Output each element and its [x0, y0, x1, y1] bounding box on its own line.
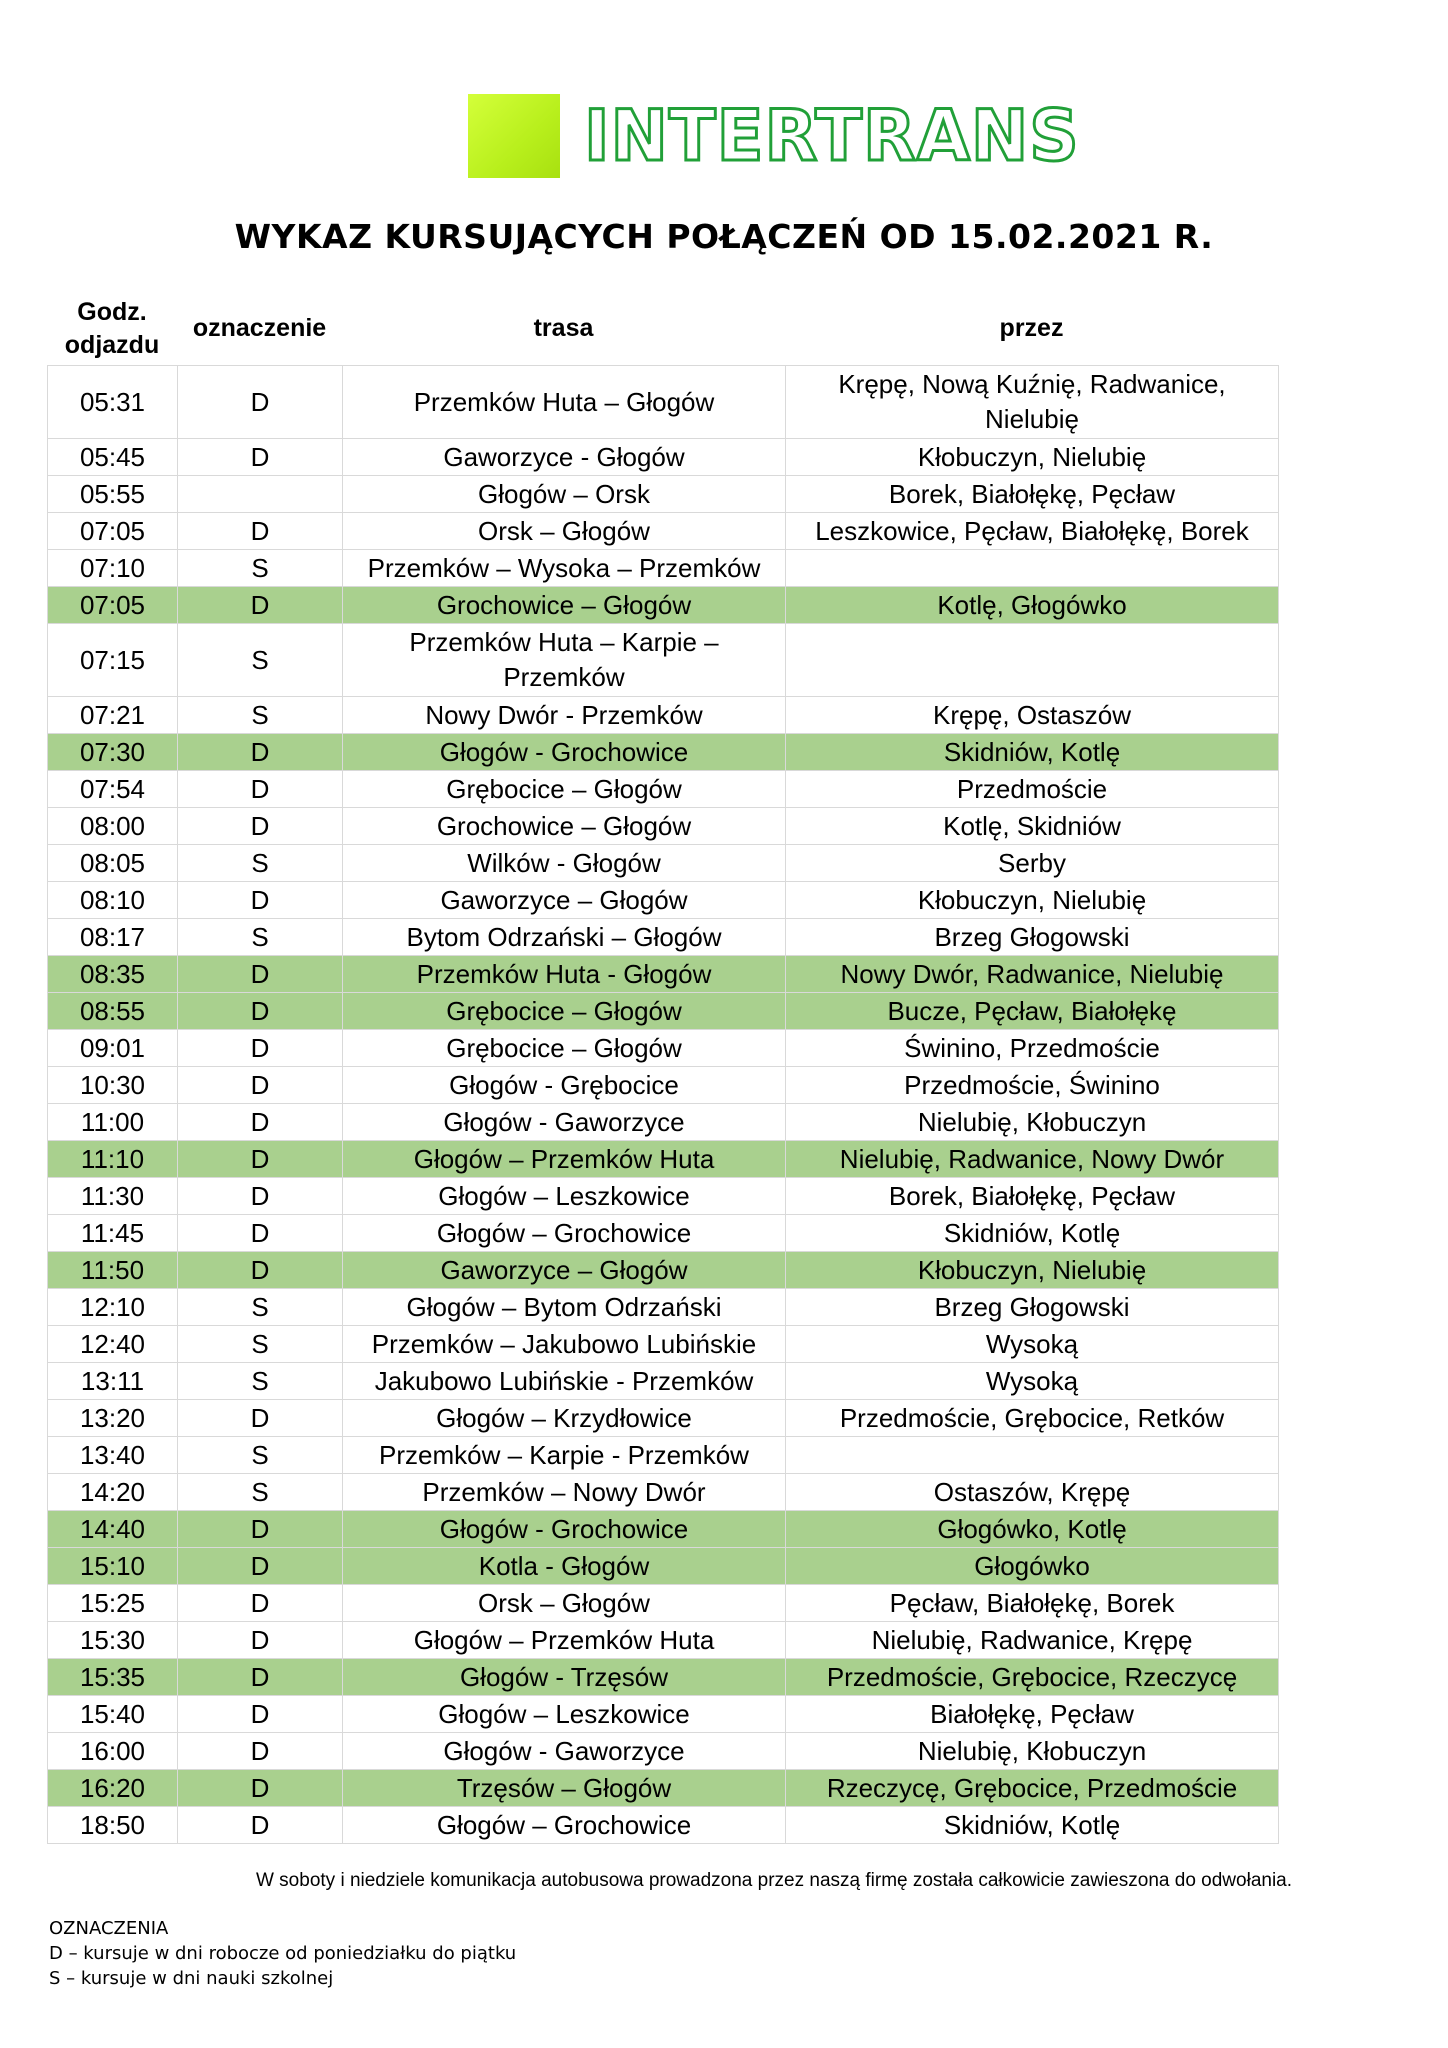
cell-code: D	[178, 1030, 343, 1067]
cell-route: Przemków Huta – Karpie – Przemków	[343, 624, 786, 697]
cell-via: Głogówko, Kotlę	[786, 1511, 1279, 1548]
cell-code: S	[178, 919, 343, 956]
table-row	[48, 993, 1279, 1030]
logo-green-square	[468, 94, 560, 178]
cell-time: 15:40	[48, 1696, 178, 1733]
cell-via: Kłobuczyn, Nielubię	[786, 439, 1279, 476]
cell-code: D	[178, 1622, 343, 1659]
cell-via: Bucze, Pęcław, Białołękę	[786, 993, 1279, 1030]
weekend-note: W soboty i niedziele komunikacja autobusowa prowadzona przez naszą firmę została całkowicie zawieszona do odwołania.	[255, 1870, 1293, 1891]
cell-route: Głogów – Przemków Huta	[343, 1622, 786, 1659]
cell-route: Przemków – Karpie - Przemków	[343, 1437, 786, 1474]
cell-time: 08:05	[48, 845, 178, 882]
table-row	[48, 1585, 1279, 1622]
cell-route: Grębocice – Głogów	[343, 1030, 786, 1067]
cell-via: Świnino, Przedmoście	[786, 1030, 1279, 1067]
cell-via: Skidniów, Kotlę	[786, 1215, 1279, 1252]
cell-time: 16:00	[48, 1733, 178, 1770]
cell-time: 15:30	[48, 1622, 178, 1659]
cell-time: 07:15	[48, 624, 178, 697]
table-row	[48, 882, 1279, 919]
cell-time: 15:10	[48, 1548, 178, 1585]
cell-route: Grochowice – Głogów	[343, 587, 786, 624]
cell-via: Kłobuczyn, Nielubię	[786, 882, 1279, 919]
header-route: trasa	[533, 314, 594, 342]
cell-code: S	[178, 697, 343, 734]
cell-route: Głogów - Grochowice	[343, 1511, 786, 1548]
table-row	[48, 771, 1279, 808]
table-row	[48, 1363, 1279, 1400]
cell-route: Głogów - Grochowice	[343, 734, 786, 771]
table-row	[48, 1474, 1279, 1511]
cell-code: D	[178, 1178, 343, 1215]
table-header	[47, 292, 1276, 365]
cell-via: Krępę, Ostaszów	[786, 697, 1279, 734]
cell-route: Jakubowo Lubińskie - Przemków	[343, 1363, 786, 1400]
cell-via: Brzeg Głogowski	[786, 919, 1279, 956]
cell-code: D	[178, 439, 343, 476]
cell-code: D	[178, 1585, 343, 1622]
cell-via: Kotlę, Głogówko	[786, 587, 1279, 624]
cell-via: Rzeczycę, Grębocice, Przedmoście	[786, 1770, 1279, 1807]
cell-via: Ostaszów, Krępę	[786, 1474, 1279, 1511]
cell-code: S	[178, 550, 343, 587]
cell-route: Przemków Huta – Głogów	[343, 366, 786, 439]
cell-time: 14:20	[48, 1474, 178, 1511]
cell-via	[786, 624, 1279, 697]
cell-code	[178, 476, 343, 513]
cell-route: Bytom Odrzański – Głogów	[343, 919, 786, 956]
cell-route: Głogów – Krzydłowice	[343, 1400, 786, 1437]
cell-via: Borek, Białołękę, Pęcław	[786, 476, 1279, 513]
cell-route: Nowy Dwór - Przemków	[343, 697, 786, 734]
cell-via: Nielubię, Kłobuczyn	[786, 1733, 1279, 1770]
cell-code: D	[178, 1696, 343, 1733]
cell-time: 14:40	[48, 1511, 178, 1548]
cell-code: S	[178, 624, 343, 697]
table-row	[48, 439, 1279, 476]
cell-code: D	[178, 1659, 343, 1696]
cell-code: D	[178, 771, 343, 808]
cell-time: 11:45	[48, 1215, 178, 1252]
table-row	[48, 1622, 1279, 1659]
logo-text: INTERTRANS	[584, 95, 1080, 177]
cell-via: Nielubię, Radwanice, Krępę	[786, 1622, 1279, 1659]
cell-time: 09:01	[48, 1030, 178, 1067]
cell-route: Orsk – Głogów	[343, 513, 786, 550]
table-row	[48, 1400, 1279, 1437]
header-via: przez	[999, 314, 1064, 342]
cell-code: S	[178, 845, 343, 882]
schedule-table	[47, 365, 1279, 1844]
cell-via: Skidniów, Kotlę	[786, 1807, 1279, 1844]
cell-time: 11:10	[48, 1141, 178, 1178]
table-row	[48, 1141, 1279, 1178]
cell-code: D	[178, 808, 343, 845]
cell-route: Przemków Huta - Głogów	[343, 956, 786, 993]
table-row	[48, 1696, 1279, 1733]
cell-time: 13:40	[48, 1437, 178, 1474]
cell-time: 08:10	[48, 882, 178, 919]
cell-route: Głogów – Grochowice	[343, 1807, 786, 1844]
legend-item-d: D – kursuje w dni robocze od poniedziałku do piątku	[49, 1943, 517, 1964]
cell-time: 07:30	[48, 734, 178, 771]
cell-code: S	[178, 1363, 343, 1400]
cell-code: S	[178, 1474, 343, 1511]
cell-route: Trzęsów – Głogów	[343, 1770, 786, 1807]
cell-time: 07:05	[48, 513, 178, 550]
cell-time: 16:20	[48, 1770, 178, 1807]
cell-time: 15:25	[48, 1585, 178, 1622]
cell-time: 07:54	[48, 771, 178, 808]
cell-via: Nielubię, Radwanice, Nowy Dwór	[786, 1141, 1279, 1178]
cell-time: 07:21	[48, 697, 178, 734]
table-row	[48, 550, 1279, 587]
cell-route: Gaworzyce – Głogów	[343, 882, 786, 919]
cell-time: 05:45	[48, 439, 178, 476]
cell-time: 05:55	[48, 476, 178, 513]
table-row	[48, 513, 1279, 550]
intertrans-logo	[468, 94, 1090, 178]
cell-code: D	[178, 1104, 343, 1141]
legend	[49, 1916, 516, 1991]
cell-time: 12:40	[48, 1326, 178, 1363]
cell-code: D	[178, 587, 343, 624]
page-title: WYKAZ KURSUJĄCYCH POŁĄCZEŃ OD 15.02.2021 R.	[234, 217, 1214, 256]
table-row	[48, 587, 1279, 624]
cell-time: 08:17	[48, 919, 178, 956]
cell-route: Gaworzyce – Głogów	[343, 1252, 786, 1289]
table-row	[48, 1437, 1279, 1474]
cell-via: Kotlę, Skidniów	[786, 808, 1279, 845]
table-row	[48, 624, 1279, 697]
cell-code: S	[178, 1326, 343, 1363]
cell-via: Nielubię, Kłobuczyn	[786, 1104, 1279, 1141]
legend-item-s: S – kursuje w dni nauki szkolnej	[49, 1968, 334, 1989]
cell-time: 18:50	[48, 1807, 178, 1844]
cell-route: Grębocice – Głogów	[343, 993, 786, 1030]
table-row	[48, 1548, 1279, 1585]
cell-via: Nowy Dwór, Radwanice, Nielubię	[786, 956, 1279, 993]
cell-code: D	[178, 1252, 343, 1289]
cell-route: Kotla - Głogów	[343, 1548, 786, 1585]
cell-time: 13:20	[48, 1400, 178, 1437]
table-row	[48, 808, 1279, 845]
cell-code: D	[178, 1511, 343, 1548]
cell-time: 07:05	[48, 587, 178, 624]
cell-code: S	[178, 1437, 343, 1474]
table-row	[48, 1289, 1279, 1326]
cell-via	[786, 550, 1279, 587]
table-row	[48, 956, 1279, 993]
table-row	[48, 845, 1279, 882]
cell-via: Przedmoście, Grębocice, Retków	[786, 1400, 1279, 1437]
table-row	[48, 1178, 1279, 1215]
cell-time: 11:00	[48, 1104, 178, 1141]
cell-time: 15:35	[48, 1659, 178, 1696]
cell-via: Białołękę, Pęcław	[786, 1696, 1279, 1733]
header-time: Godz. odjazdu	[64, 297, 160, 359]
table-row	[48, 1659, 1279, 1696]
cell-code: D	[178, 734, 343, 771]
header-code: oznaczenie	[192, 314, 327, 342]
cell-via: Borek, Białołękę, Pęcław	[786, 1178, 1279, 1215]
cell-via	[786, 1437, 1279, 1474]
table-row	[48, 697, 1279, 734]
cell-route: Głogów – Leszkowice	[343, 1178, 786, 1215]
cell-route: Głogów – Leszkowice	[343, 1696, 786, 1733]
cell-time: 08:55	[48, 993, 178, 1030]
cell-route: Głogów - Gaworzyce	[343, 1104, 786, 1141]
legend-heading: OZNACZENIA	[49, 1918, 169, 1939]
table-row	[48, 1733, 1279, 1770]
cell-time: 13:11	[48, 1363, 178, 1400]
cell-route: Głogów - Gaworzyce	[343, 1733, 786, 1770]
cell-route: Głogów – Grochowice	[343, 1215, 786, 1252]
cell-time: 07:10	[48, 550, 178, 587]
cell-route: Grochowice – Głogów	[343, 808, 786, 845]
table-row	[48, 1511, 1279, 1548]
cell-route: Gaworzyce - Głogów	[343, 439, 786, 476]
cell-time: 12:10	[48, 1289, 178, 1326]
cell-via: Wysoką	[786, 1326, 1279, 1363]
cell-route: Głogów – Orsk	[343, 476, 786, 513]
cell-via: Serby	[786, 845, 1279, 882]
cell-time: 08:35	[48, 956, 178, 993]
cell-code: D	[178, 1548, 343, 1585]
table-row	[48, 919, 1279, 956]
cell-route: Wilków - Głogów	[343, 845, 786, 882]
table-row	[48, 1807, 1279, 1844]
cell-code: D	[178, 1067, 343, 1104]
cell-route: Grębocice – Głogów	[343, 771, 786, 808]
cell-route: Orsk – Głogów	[343, 1585, 786, 1622]
table-row	[48, 366, 1279, 439]
cell-code: D	[178, 882, 343, 919]
table-row	[48, 1067, 1279, 1104]
table-row	[48, 734, 1279, 771]
cell-via: Wysoką	[786, 1363, 1279, 1400]
cell-code: D	[178, 1400, 343, 1437]
cell-code: D	[178, 956, 343, 993]
cell-via: Brzeg Głogowski	[786, 1289, 1279, 1326]
cell-via: Kłobuczyn, Nielubię	[786, 1252, 1279, 1289]
cell-via: Głogówko	[786, 1548, 1279, 1585]
cell-code: D	[178, 1807, 343, 1844]
cell-time: 11:50	[48, 1252, 178, 1289]
cell-code: D	[178, 513, 343, 550]
table-row	[48, 1326, 1279, 1363]
cell-route: Przemków – Jakubowo Lubińskie	[343, 1326, 786, 1363]
cell-route: Przemków – Wysoka – Przemków	[343, 550, 786, 587]
cell-via: Skidniów, Kotlę	[786, 734, 1279, 771]
cell-code: D	[178, 1215, 343, 1252]
table-row	[48, 1252, 1279, 1289]
cell-code: D	[178, 993, 343, 1030]
cell-route: Głogów - Trzęsów	[343, 1659, 786, 1696]
cell-time: 05:31	[48, 366, 178, 439]
cell-code: S	[178, 1289, 343, 1326]
cell-via: Przedmoście	[786, 771, 1279, 808]
cell-time: 11:30	[48, 1178, 178, 1215]
cell-via: Przedmoście, Świnino	[786, 1067, 1279, 1104]
cell-via: Leszkowice, Pęcław, Białołękę, Borek	[786, 513, 1279, 550]
schedule-body	[48, 366, 1279, 1844]
table-row	[48, 1770, 1279, 1807]
table-row	[48, 1215, 1279, 1252]
table-row	[48, 1030, 1279, 1067]
cell-route: Głogów – Przemków Huta	[343, 1141, 786, 1178]
cell-via: Krępę, Nową Kuźnię, Radwanice, Nielubię	[786, 366, 1279, 439]
cell-via: Pęcław, Białołękę, Borek	[786, 1585, 1279, 1622]
cell-code: D	[178, 366, 343, 439]
cell-code: D	[178, 1141, 343, 1178]
cell-route: Głogów – Bytom Odrzański	[343, 1289, 786, 1326]
cell-time: 10:30	[48, 1067, 178, 1104]
cell-route: Głogów - Grębocice	[343, 1067, 786, 1104]
table-row	[48, 1104, 1279, 1141]
cell-code: D	[178, 1770, 343, 1807]
table-row	[48, 476, 1279, 513]
cell-code: D	[178, 1733, 343, 1770]
cell-via: Przedmoście, Grębocice, Rzeczycę	[786, 1659, 1279, 1696]
cell-time: 08:00	[48, 808, 178, 845]
cell-route: Przemków – Nowy Dwór	[343, 1474, 786, 1511]
